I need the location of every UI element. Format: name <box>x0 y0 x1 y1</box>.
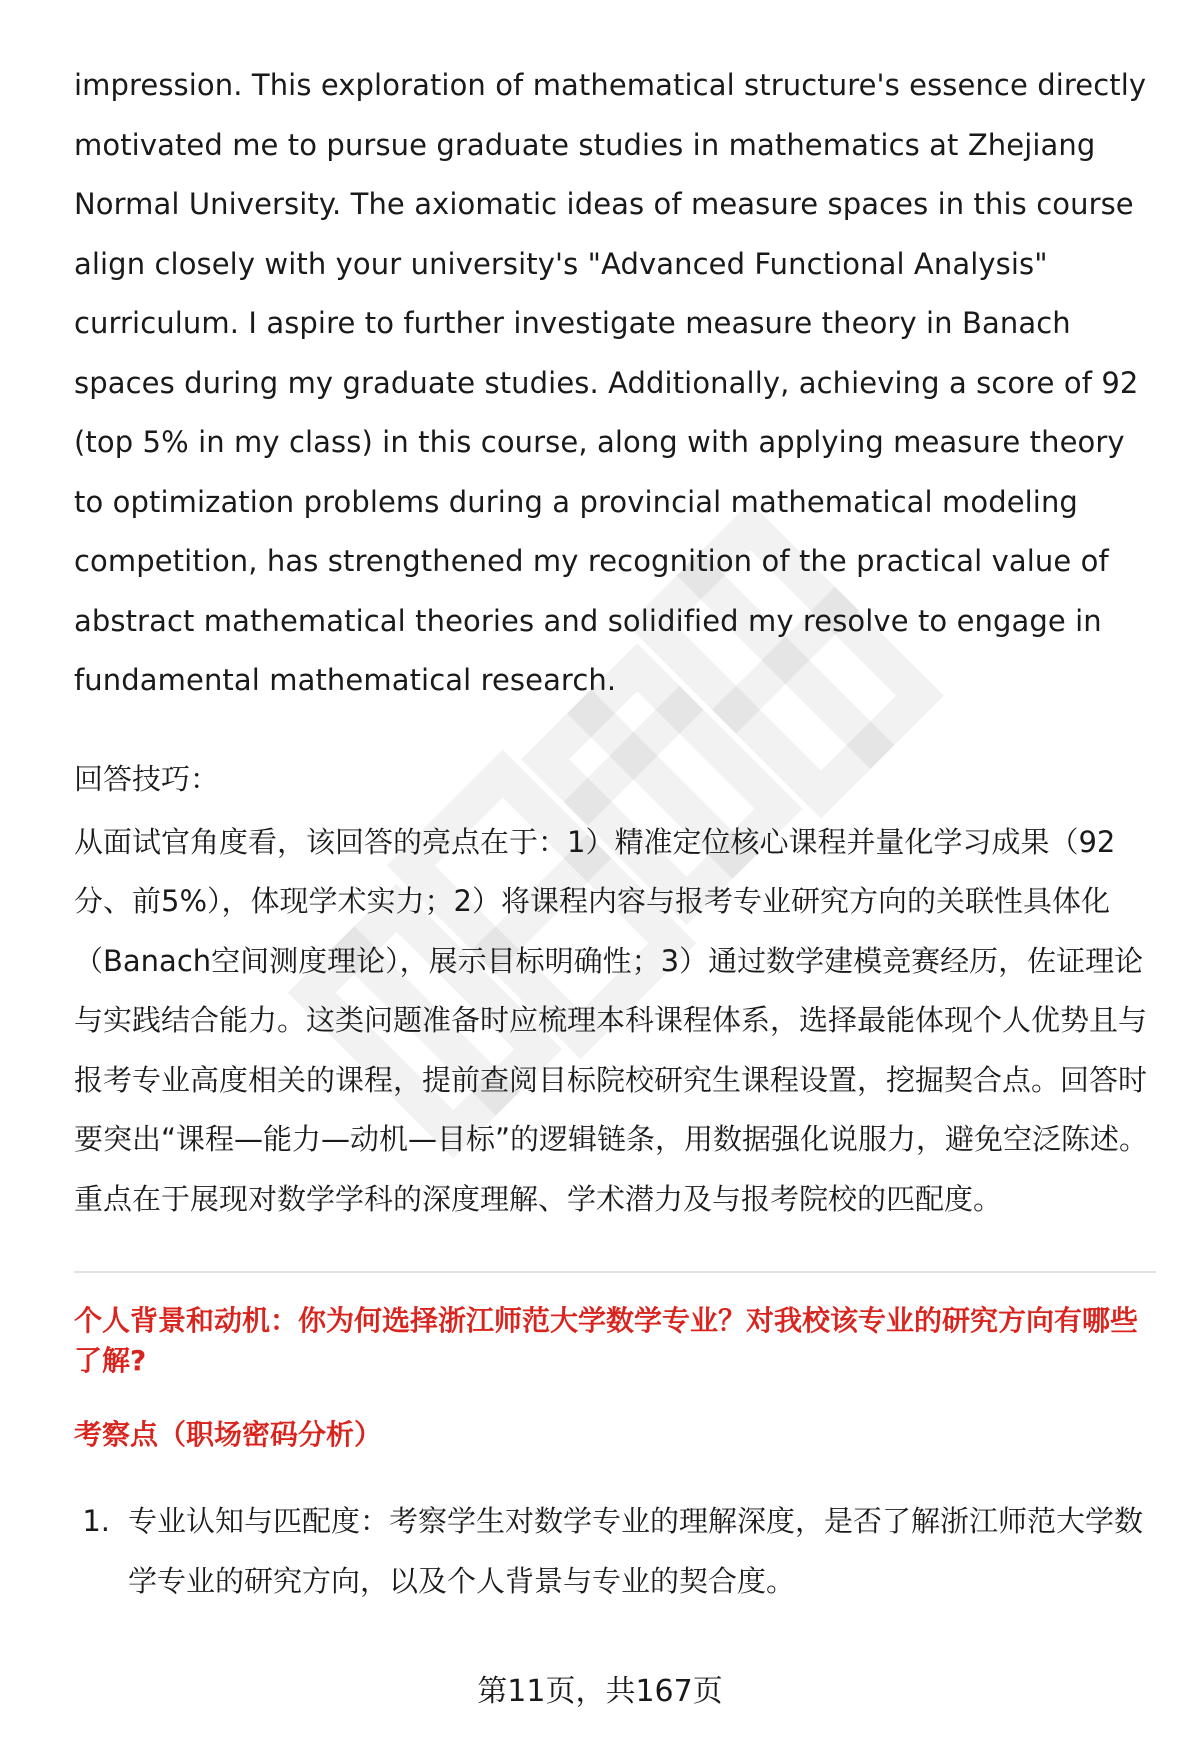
tips-body: 从面试官角度看，该回答的亮点在于：1）精准定位核心课程并量化学习成果（92分、前5%），体现学术实力；2）将课程内容与报考专业研究方向的关联性具体化（Banach空间测度理论），展示目标明确性；3）通过数学建模竞赛经历，佐证理论与实践结合能力。这类问题准备时应梳理本科课程体系，选择最能体现个人优势且与报考专业高度相关的课程，提前查阅目标院校研究生课程设置，挖掘契合点。回答时要突出“课程—能力—动机—目标”的逻辑链条，用数据强化说服力，避免空泛陈述。重点在于展现对数学学科的深度理解、学术潜力及与报考院校的匹配度。 <box>74 824 1149 1216</box>
tips-label: 回答技巧： <box>74 761 220 796</box>
document-page <box>74 56 1154 1611</box>
list-item-number: 1. <box>82 1504 110 1538</box>
section-divider <box>74 1271 1156 1273</box>
list-item-text: 专业认知与匹配度：考察学生对数学专业的理解深度，是否了解浙江师范大学数学专业的研究方向，以及个人背景与专业的契合度。 <box>128 1504 1144 1598</box>
assessment-heading: 考察点（职场密码分析） <box>74 1418 383 1451</box>
question-title: 个人背景和动机：你为何选择浙江师范大学数学专业？对我校该专业的研究方向有哪些了解? <box>74 1304 1139 1377</box>
list-item <box>74 1491 1154 1611</box>
essay-paragraph: impression. This exploration of mathematical structure's essence directly motivated me to pursue graduate studies in mathematics at Zhejiang Normal University. The axiomatic ideas of measure spaces in this course align closely with your university's "Advanced Functional Analysis" curriculum. I aspire to further investigate measure theory in Banach spaces during my graduate studies. Additionally, achieving a score of 92 (top 5% in my class) in this course, along with applying measure theory to optimization problems during a provincial mathematical modeling competition, has strengthened my recognition of the practical value of abstract mathematical theories and solidified my resolve to engage in fundamental mathematical research. <box>74 68 1147 697</box>
page-number: 第11页，共167页 <box>477 1674 723 1709</box>
assessment-list <box>74 1491 1154 1611</box>
